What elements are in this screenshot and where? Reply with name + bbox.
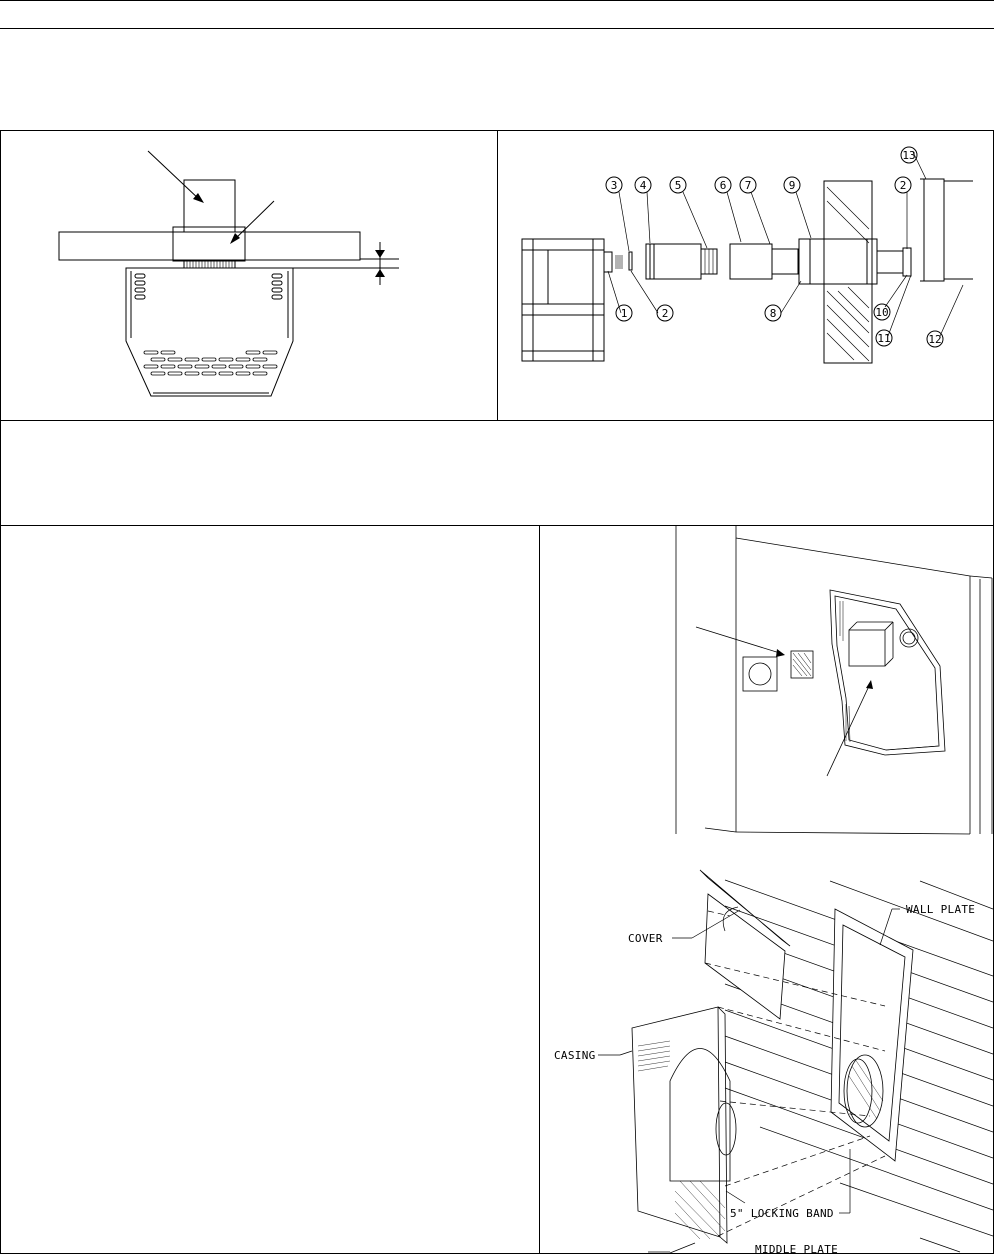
locking-band-label: 5" LOCKING BAND [730, 1207, 834, 1220]
callout-2: 2 [661, 307, 669, 320]
callout-5: 5 [674, 179, 682, 192]
callout-11: 11 [877, 332, 891, 345]
header-rule [0, 28, 994, 29]
callout-8: 8 [769, 307, 777, 320]
casing-label: CASING [554, 1049, 596, 1062]
callout-4: 4 [639, 179, 647, 192]
wall-kit-exploded-diagram [540, 851, 993, 1254]
figure-panel-stove-collar [0, 130, 498, 421]
callout-12: 12 [928, 333, 942, 346]
exploded-vent-diagram [498, 131, 993, 420]
callout-3: 3 [610, 179, 618, 192]
figure-panel-exploded-vent [497, 130, 994, 421]
top-rule [0, 0, 994, 1]
figure-panel-wall-install [539, 525, 994, 1254]
callout-10: 10 [875, 306, 889, 319]
text-column [0, 525, 540, 1254]
middle-plate-label: MIDDLE PLATE [755, 1243, 839, 1254]
callout-2b: 2 [899, 179, 907, 192]
stove-collar-diagram [1, 131, 497, 420]
wall-plate-label: WALL PLATE [906, 903, 976, 916]
cover-label: COVER [628, 932, 663, 945]
callout-1: 1 [620, 307, 628, 320]
callout-7: 7 [744, 179, 752, 192]
text-band [0, 420, 994, 526]
wall-install-diagram [540, 526, 993, 841]
callout-9: 9 [788, 179, 796, 192]
callout-6: 6 [719, 179, 727, 192]
callout-13: 13 [902, 149, 916, 162]
